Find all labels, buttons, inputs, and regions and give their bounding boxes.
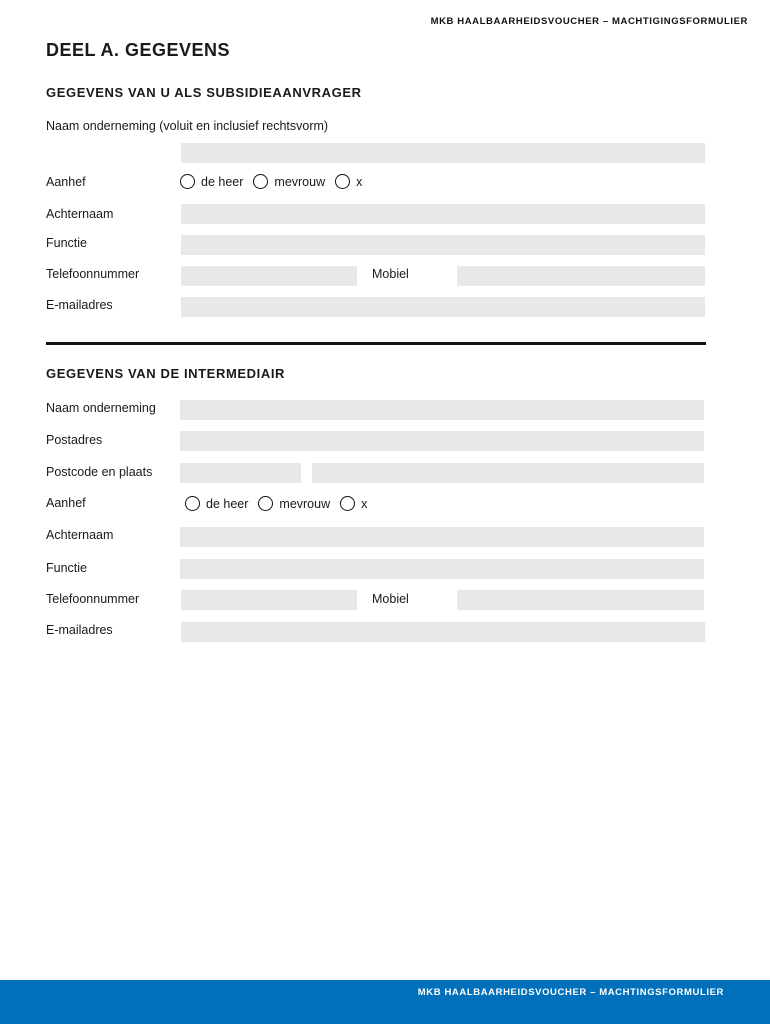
page-title: DEEL A. GEGEVENS xyxy=(46,40,231,60)
footer-label: MKB HAALBAARHEIDSVOUCHER – MACHTINGSFORMULIER xyxy=(417,987,724,998)
function-label: Functie xyxy=(46,236,87,250)
intermediary-company-field[interactable] xyxy=(180,400,704,420)
company-name-field[interactable] xyxy=(181,143,705,163)
intermediary-mobile-label: Mobiel xyxy=(372,592,409,606)
salutation-option-label: x xyxy=(356,174,363,189)
lastname-field[interactable] xyxy=(181,204,705,224)
intermediary-company-label: Naam onderneming xyxy=(46,401,156,415)
phone-field[interactable] xyxy=(181,266,357,286)
intermediary-function-label: Functie xyxy=(46,561,87,575)
salutation-option-mrs[interactable] xyxy=(253,174,325,189)
radio-circle-icon[interactable] xyxy=(258,496,273,511)
intermediary-email-label: E-mailadres xyxy=(46,623,113,637)
radio-circle-icon[interactable] xyxy=(180,174,195,189)
salutation-option-label: mevrouw xyxy=(279,496,331,511)
company-name-label: Naam onderneming (voluit en inclusief rechtsvorm) xyxy=(46,119,329,133)
mobile-field[interactable] xyxy=(457,266,705,286)
intermediary-salutation-radio-group xyxy=(185,496,377,511)
postal-address-field[interactable] xyxy=(180,431,704,451)
section-divider xyxy=(46,342,706,345)
salutation-option-mr[interactable] xyxy=(180,174,243,189)
intermediary-lastname-label: Achternaam xyxy=(46,528,114,542)
document-header-label: MKB HAALBAARHEIDSVOUCHER – MACHTIGINGSFORMULIER xyxy=(430,16,748,27)
postal-address-label: Postadres xyxy=(46,433,103,447)
salutation-option-label: de heer xyxy=(201,174,244,189)
intermediary-mobile-field[interactable] xyxy=(457,590,704,610)
mobile-label: Mobiel xyxy=(372,267,409,281)
intermediary-salutation-label: Aanhef xyxy=(46,496,86,510)
radio-circle-icon[interactable] xyxy=(335,174,350,189)
email-field[interactable] xyxy=(181,297,705,317)
intermediary-phone-field[interactable] xyxy=(181,590,357,610)
footer-bar xyxy=(0,980,770,1024)
radio-circle-icon[interactable] xyxy=(185,496,200,511)
intermediary-function-field[interactable] xyxy=(180,559,704,579)
section-heading-intermediary: GEGEVENS VAN DE INTERMEDIAIR xyxy=(46,366,286,381)
city-field[interactable] xyxy=(312,463,704,483)
salutation-option-mr[interactable] xyxy=(185,496,248,511)
zip-code-field[interactable] xyxy=(180,463,301,483)
lastname-label: Achternaam xyxy=(46,207,114,221)
salutation-option-x[interactable] xyxy=(335,174,362,189)
radio-circle-icon[interactable] xyxy=(340,496,355,511)
intermediary-email-field[interactable] xyxy=(181,622,705,642)
section-heading-applicant: GEGEVENS VAN U ALS SUBSIDIEAANVRAGER xyxy=(46,85,362,100)
function-field[interactable] xyxy=(181,235,705,255)
intermediary-phone-label: Telefoonnummer xyxy=(46,592,140,606)
phone-label: Telefoonnummer xyxy=(46,267,140,281)
salutation-option-x[interactable] xyxy=(340,496,367,511)
email-label: E-mailadres xyxy=(46,298,113,312)
intermediary-lastname-field[interactable] xyxy=(180,527,704,547)
salutation-option-label: x xyxy=(361,496,368,511)
salutation-option-label: de heer xyxy=(206,496,249,511)
zip-city-label: Postcode en plaats xyxy=(46,465,153,479)
salutation-label: Aanhef xyxy=(46,175,86,189)
salutation-option-mrs[interactable] xyxy=(258,496,330,511)
salutation-radio-group xyxy=(180,174,372,189)
salutation-option-label: mevrouw xyxy=(274,174,326,189)
radio-circle-icon[interactable] xyxy=(253,174,268,189)
